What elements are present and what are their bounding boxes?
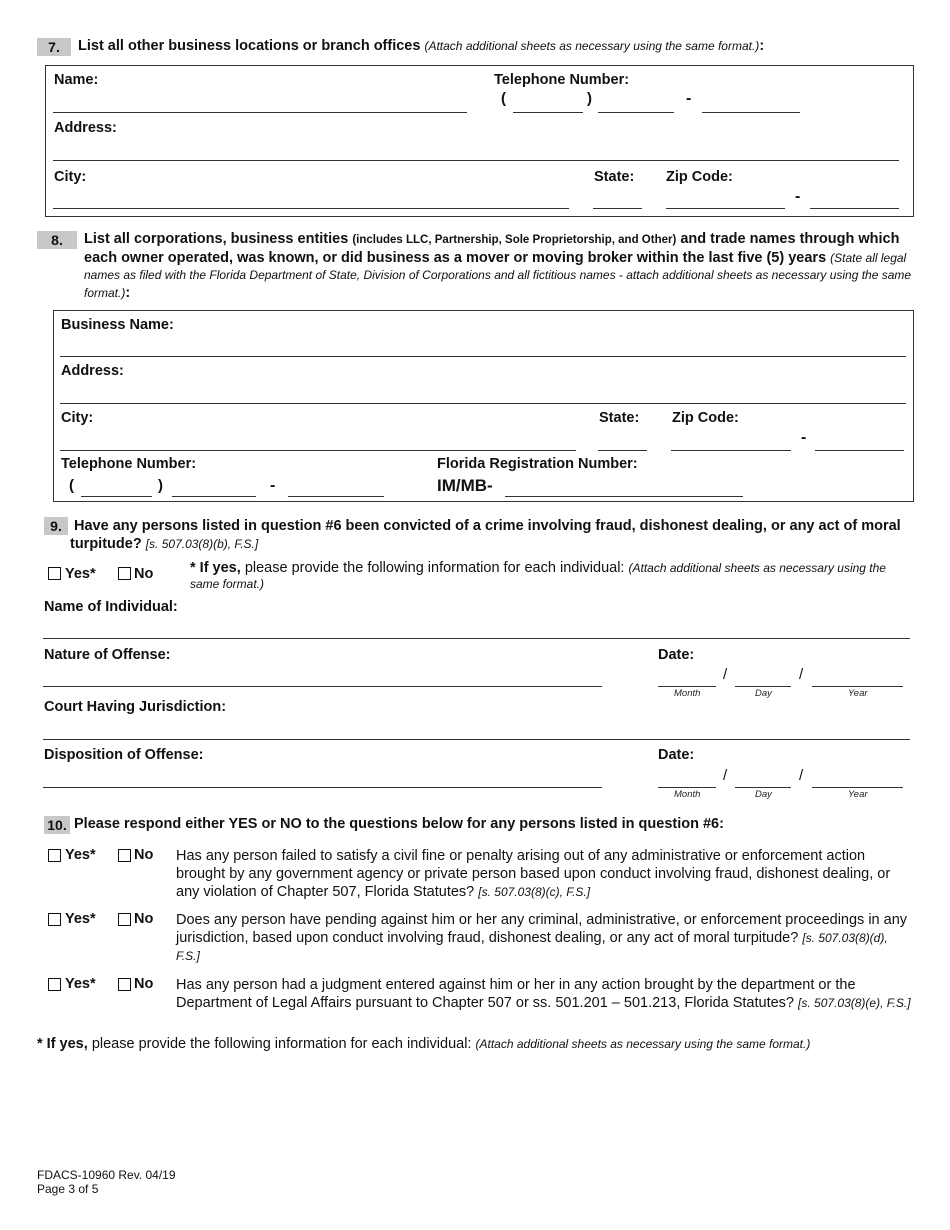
q8-zip-ext-field[interactable]	[815, 450, 904, 451]
q10-item-2-cite: [s. 507.03(8)(d), F.S.]	[176, 931, 888, 963]
q8-business-name-label: Business Name:	[61, 317, 174, 333]
q7-heading	[78, 38, 764, 54]
q7-zip-ext-field[interactable]	[810, 208, 899, 209]
q10-item-3-cite: [s. 507.03(8)(e), F.S.]	[798, 996, 911, 1010]
q9-court-label: Court Having Jurisdiction:	[44, 699, 227, 715]
q9-date2-day-caption: Day	[755, 789, 772, 800]
q8-box	[53, 310, 914, 502]
q9-question: Have any persons listed in question #6 been convicted of a crime involving fraud, dishonest dealing, or any act of moral turpitude?	[70, 518, 901, 552]
q10-item-3-question	[176, 976, 914, 1012]
q7-address-field[interactable]	[53, 160, 899, 161]
q7-zip-field[interactable]	[666, 208, 785, 209]
q8-number: 8.	[37, 231, 77, 249]
q8-paren-open: (	[69, 477, 74, 494]
q9-if-yes-bold: * If yes,	[190, 560, 241, 576]
q9-date-month-caption: Month	[674, 688, 701, 699]
q10-item-2-no-label: No	[134, 911, 154, 927]
q9-date2-slash-1: /	[723, 767, 728, 784]
q10-number: 10.	[44, 816, 70, 834]
q9-date2-month-caption: Month	[674, 789, 701, 800]
q9-date-slash-1: /	[723, 666, 728, 683]
q9-if-yes	[190, 560, 915, 592]
q7-zip-dash: -	[795, 188, 801, 205]
q8-state-label: State:	[599, 410, 640, 426]
q7-city-field[interactable]	[53, 208, 569, 209]
q10-item-1-no-label: No	[134, 847, 154, 863]
q9-date2-month-field[interactable]	[658, 787, 716, 788]
q9-cite: [s. 507.03(8)(b), F.S.]	[145, 537, 259, 551]
q9-date2-year-field[interactable]	[812, 787, 903, 788]
q10-item-1-text: Has any person failed to satisfy a civil fine or penalty arising out of any administrative or enforcement action brought by any government agency or private person based upon conduct involving fraud, dishonest dealing, or any violation of Chapter 507, Florida Statutes?	[176, 848, 891, 900]
q10-item-2-yes-label: Yes*	[65, 911, 96, 927]
q7-phone-dash: -	[686, 90, 692, 107]
q8-registration-prefix: IM/MB-	[437, 476, 493, 495]
q10-item-2-question	[176, 911, 914, 965]
q9-date2-year-caption: Year	[848, 789, 868, 800]
q8-city-label: City:	[61, 410, 94, 426]
q7-name-field[interactable]	[53, 112, 467, 113]
q9-date2-slash-2: /	[799, 767, 804, 784]
q9-number: 9.	[44, 517, 68, 535]
q9-disposition-label: Disposition of Offense:	[44, 747, 204, 763]
q10-item-1-question	[176, 847, 914, 901]
q8-city-field[interactable]	[60, 450, 576, 451]
q7-state-label: State:	[594, 169, 635, 185]
q9-if-yes-text: please provide the following information for each individual:	[244, 560, 625, 576]
q7-note: (Attach additional sheets as necessary using the same format.)	[424, 39, 760, 53]
q9-no-checkbox[interactable]	[118, 567, 131, 580]
q9-date2-day-field[interactable]	[735, 787, 791, 788]
q10-item-1-yes-checkbox[interactable]	[48, 849, 61, 862]
q9-yes-checkbox[interactable]	[48, 567, 61, 580]
q10-if-yes	[37, 1036, 810, 1052]
q7-colon: :	[759, 38, 765, 54]
q8-title-a: List all corporations, business entities	[84, 231, 349, 247]
q7-name-label: Name:	[54, 72, 99, 88]
q8-zip-dash: -	[801, 429, 807, 446]
q10-if-yes-note: (Attach additional sheets as necessary using the same format.)	[475, 1037, 811, 1051]
q7-zip-label: Zip Code:	[666, 169, 733, 185]
q8-area-code-field[interactable]	[81, 496, 152, 497]
q8-zip-label: Zip Code:	[672, 410, 739, 426]
q9-date-label: Date:	[658, 647, 695, 663]
q10-item-1-cite: [s. 507.03(8)(c), F.S.]	[478, 885, 591, 899]
q9-nature-label: Nature of Offense:	[44, 647, 171, 663]
q9-if-yes-note: (Attach additional sheets as necessary using the same format.)	[190, 561, 886, 591]
q10-item-2-no-checkbox[interactable]	[118, 913, 131, 926]
q10-if-yes-bold: * If yes,	[37, 1036, 88, 1052]
q8-address-label: Address:	[61, 363, 124, 379]
q10-item-3-no-label: No	[134, 976, 154, 992]
q10-item-1-no-checkbox[interactable]	[118, 849, 131, 862]
q10-item-3-yes-label: Yes*	[65, 976, 96, 992]
q9-name-label: Name of Individual:	[44, 599, 178, 615]
q7-number: 7.	[37, 38, 71, 56]
q10-item-2-yes-checkbox[interactable]	[48, 913, 61, 926]
q7-city-label: City:	[54, 169, 87, 185]
q8-telephone-label: Telephone Number:	[61, 456, 197, 472]
q8-phone-line-field[interactable]	[288, 496, 384, 497]
q10-if-yes-text: please provide the following information for each individual:	[91, 1036, 472, 1052]
q9-date-year-field[interactable]	[812, 686, 903, 687]
q8-colon: :	[125, 284, 131, 301]
q9-no-label: No	[134, 566, 154, 582]
q7-paren-close: )	[587, 90, 592, 107]
q9-date-day-caption: Day	[755, 688, 772, 699]
q7-phone-prefix-field[interactable]	[598, 112, 674, 113]
q8-paren-close: )	[158, 477, 163, 494]
q8-phone-prefix-field[interactable]	[172, 496, 256, 497]
q7-telephone-label: Telephone Number:	[494, 72, 630, 88]
q9-disposition-field[interactable]	[43, 787, 602, 788]
q7-paren-open: (	[501, 90, 506, 107]
q9-court-field[interactable]	[43, 739, 910, 740]
q7-address-label: Address:	[54, 120, 117, 136]
q9-yes-label: Yes*	[65, 566, 96, 582]
q8-business-name-field[interactable]	[60, 356, 906, 357]
q8-phone-dash: -	[270, 477, 276, 494]
q8-address-field[interactable]	[60, 403, 906, 404]
q9-date-day-field[interactable]	[735, 686, 791, 687]
q8-heading	[84, 231, 914, 302]
q9-date2-label: Date:	[658, 747, 695, 763]
q7-box	[45, 65, 914, 217]
q8-state-field[interactable]	[598, 450, 647, 451]
q8-title-small: (includes LLC, Partnership, Sole Proprietorship, and Other)	[352, 234, 677, 246]
q8-registration-field[interactable]	[505, 496, 743, 497]
q9-question-block	[70, 517, 915, 553]
q7-state-field[interactable]	[593, 208, 642, 209]
q10-item-3-no-checkbox[interactable]	[118, 978, 131, 991]
footer-form-id: FDACS-10960 Rev. 04/19	[37, 1168, 176, 1182]
q10-item-3-text: Has any person had a judgment entered against him or her in any action brought by the department or the Department of Legal Affairs pursuant to Chapter 507 or ss. 501.201 – 501.213, Florida Statutes?	[176, 977, 856, 1011]
q10-title: Please respond either YES or NO to the questions below for any persons listed in question #6:	[74, 816, 724, 832]
q8-note: (State all legal names as filed with the Florida Department of State, Division of Corporations and all fictitious names - attach additional sheets as necessary using the same format.)	[84, 250, 912, 300]
footer-page-number: Page 3 of 5	[37, 1182, 99, 1196]
q9-date-slash-2: /	[799, 666, 804, 683]
q7-title: List all other business locations or branch offices	[78, 38, 421, 54]
q7-area-code-field[interactable]	[513, 112, 583, 113]
q9-nature-field[interactable]	[43, 686, 602, 687]
q10-item-2-text: Does any person have pending against him or her any criminal, administrative, or enforcement proceedings in any jurisdiction, based upon conduct involving fraud, dishonest dealing, or any act of moral turpitude?	[176, 912, 908, 946]
q8-zip-field[interactable]	[671, 450, 791, 451]
q10-item-3-yes-checkbox[interactable]	[48, 978, 61, 991]
q10-item-1-yes-label: Yes*	[65, 847, 96, 863]
q7-phone-line-field[interactable]	[702, 112, 800, 113]
q9-name-field[interactable]	[43, 638, 910, 639]
q8-title-b: and trade names through which each owner operated, was known, or did business as a mover or moving broker within the last five (5) years	[84, 231, 900, 266]
q9-date-month-field[interactable]	[658, 686, 716, 687]
q9-date-year-caption: Year	[848, 688, 868, 699]
q8-registration-label: Florida Registration Number:	[437, 456, 638, 472]
